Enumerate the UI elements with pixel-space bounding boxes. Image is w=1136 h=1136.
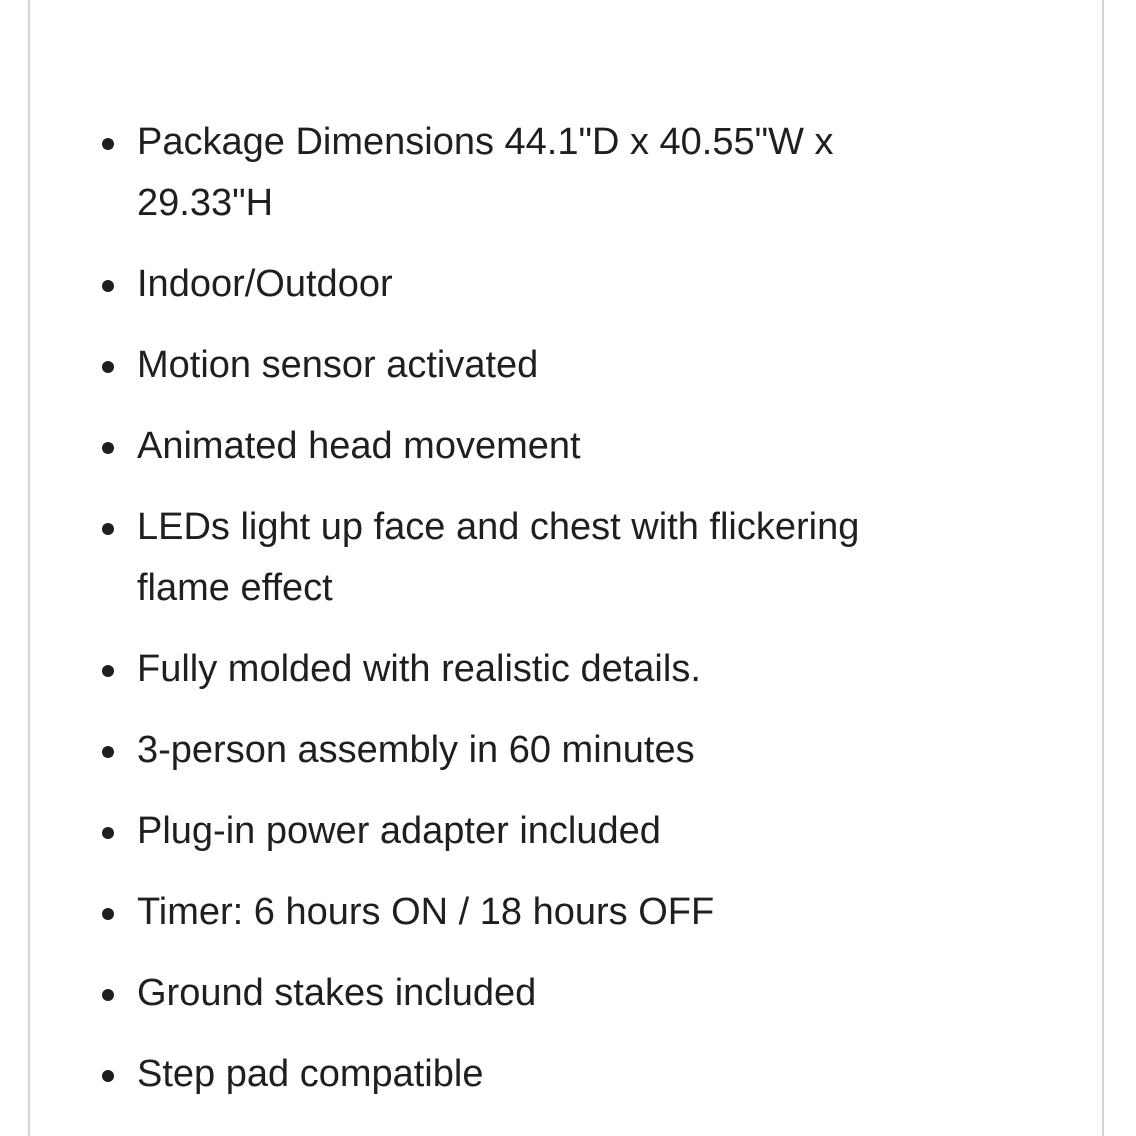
feature-text: Animated head movement <box>137 425 581 467</box>
bullet-icon <box>102 280 114 292</box>
list-item <box>102 416 922 477</box>
bullet-icon <box>102 442 114 454</box>
bullet-icon <box>102 138 114 150</box>
list-item <box>102 882 922 943</box>
list-item <box>102 639 922 700</box>
feature-text: Fully molded with realistic details. <box>137 648 701 690</box>
list-item <box>102 112 922 234</box>
bullet-icon <box>102 523 114 535</box>
list-item <box>102 254 922 315</box>
list-item <box>102 801 922 862</box>
bullet-icon <box>102 989 114 1001</box>
bullet-icon <box>102 361 114 373</box>
list-item <box>102 335 922 396</box>
feature-text: Timer: 6 hours ON / 18 hours OFF <box>137 891 715 933</box>
bullet-icon <box>102 1070 114 1082</box>
feature-text: Motion sensor activated <box>137 344 539 386</box>
list-item <box>102 1044 922 1105</box>
feature-text: LEDs light up face and chest with flickering flame effect <box>137 506 860 609</box>
feature-text: Plug-in power adapter included <box>137 810 661 852</box>
feature-text: Package Dimensions 44.1"D x 40.55"W x 29.33"H <box>137 121 834 224</box>
bullet-icon <box>102 827 114 839</box>
bullet-icon <box>102 746 114 758</box>
feature-text: Indoor/Outdoor <box>137 263 393 305</box>
feature-text: 3-person assembly in 60 minutes <box>137 729 695 771</box>
list-item <box>102 720 922 781</box>
list-item <box>102 497 922 619</box>
feature-list <box>102 112 922 1125</box>
feature-text: Ground stakes included <box>137 972 537 1014</box>
list-item <box>102 963 922 1024</box>
product-details-panel <box>28 0 1104 1136</box>
bullet-icon <box>102 665 114 677</box>
feature-text: Step pad compatible <box>137 1053 484 1095</box>
bullet-icon <box>102 908 114 920</box>
